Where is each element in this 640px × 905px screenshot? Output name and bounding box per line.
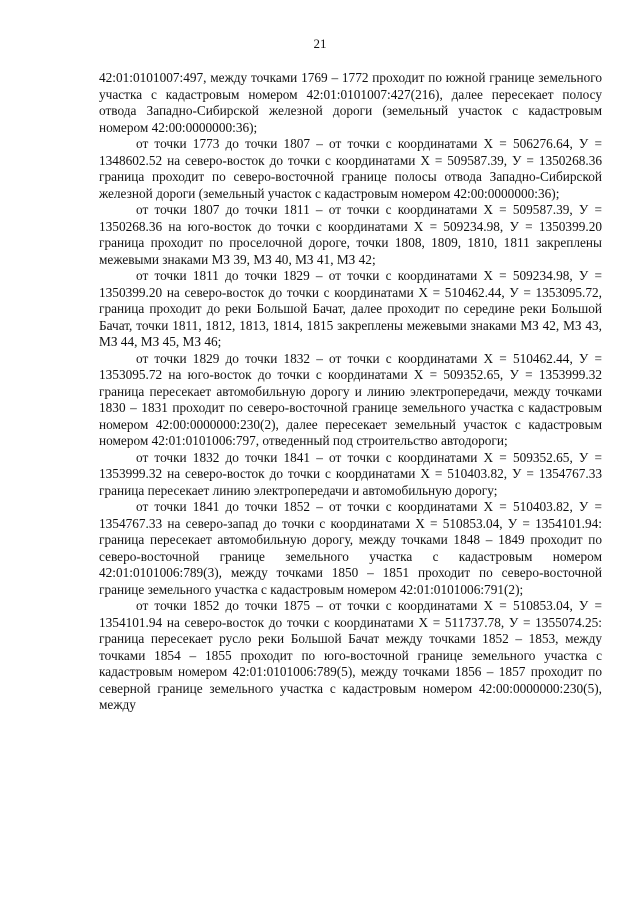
paragraph: от точки 1807 до точки 1811 – от точки с координатами Х = 509587.39, У = 1350268.36 на юго-восток до точки с координатами Х = 509234.98, У = 1350399.20 граница проходит по проселочной дороге, точки 1808, 1809, 1810, 1811 закреплены межевыми знаками МЗ 39, МЗ 40, МЗ 41, МЗ 42; <box>99 202 602 267</box>
paragraph: от точки 1829 до точки 1832 – от точки с координатами Х = 510462.44, У = 1353095.72 на юго-восток до точки с координатами Х = 509352.65, У = 1353999.32 граница пересекает автомобильную дорогу и линию электропередачи, между точками 1830 – 1831 проходит по северо-восточной границе земельного участка с кадастровым номером 42:00:0000000:230(2), далее пересекает земельный участок с кадастровым номером 42:01:0101006:797, отведенный под строительство автодороги; <box>99 350 602 448</box>
page-number: 21 <box>313 36 327 51</box>
paragraph: от точки 1773 до точки 1807 – от точки с координатами Х = 506276.64, У = 1348602.52 на северо-восток до точки с координатами Х = 509587.39, У = 1350268.36 граница проходит по северо-восточной границе полосы отвода Западно-Сибирской железной дороги (земельный участок с кадастровым номером 42:00:0000000:36); <box>99 136 602 201</box>
document-body <box>99 70 602 714</box>
paragraph: от точки 1852 до точки 1875 – от точки с координатами Х = 510853.04, У = 1354101.94 на северо-восток до точки с координатами Х = 511737.78, У = 1355074.25: граница пересекает русло реки Большой Бачат между точками 1852 – 1853, между точками 1854 – 1855 проходит по юго-восточной границе земельного участка с кадастровым номером 42:01:0101006:789(5), между точками 1856 – 1857 проходит по северной границе земельного участка с кадастровым номером 42:00:0000000:230(5), между <box>99 598 602 712</box>
paragraph: 42:01:0101007:497, между точками 1769 – 1772 проходит по южной границе земельного участка с кадастровым номером 42:01:0101007:427(216), далее пересекает полосу отвода Западно-Сибирской железной дороги (земельный участок с кадастровым номером 42:00:0000000:36); <box>99 70 602 135</box>
paragraph: от точки 1841 до точки 1852 – от точки с координатами Х = 510403.82, У = 1354767.33 на северо-запад до точки с координатами Х = 510853.04, У = 1354101.94: граница пересекает автомобильную дорогу, между точками 1848 – 1849 проходит по северо-восточной границе земельного участка с кадастровым номером 42:01:0101006:789(3), между точками 1850 – 1851 проходит по северо-восточной границе земельного участка с кадастровым номером 42:01:0101006:791(2); <box>99 499 602 597</box>
paragraph: от точки 1811 до точки 1829 – от точки с координатами Х = 509234.98, У = 1350399.20 на северо-восток до точки с координатами Х = 510462.44, У = 1353095.72, граница проходит до реки Большой Бачат, далее проходит по середине реки Большой Бачат, точки 1811, 1812, 1813, 1814, 1815 закреплены межевыми знаками МЗ 42, МЗ 43, МЗ 44, МЗ 45, МЗ 46; <box>99 268 602 349</box>
paragraph: от точки 1832 до точки 1841 – от точки с координатами Х = 509352.65, У = 1353999.32 на северо-восток до точки с координатами Х = 510403.82, У = 1354767.33 граница пересекает линию электропередачи и автомобильную дорогу; <box>99 449 602 498</box>
